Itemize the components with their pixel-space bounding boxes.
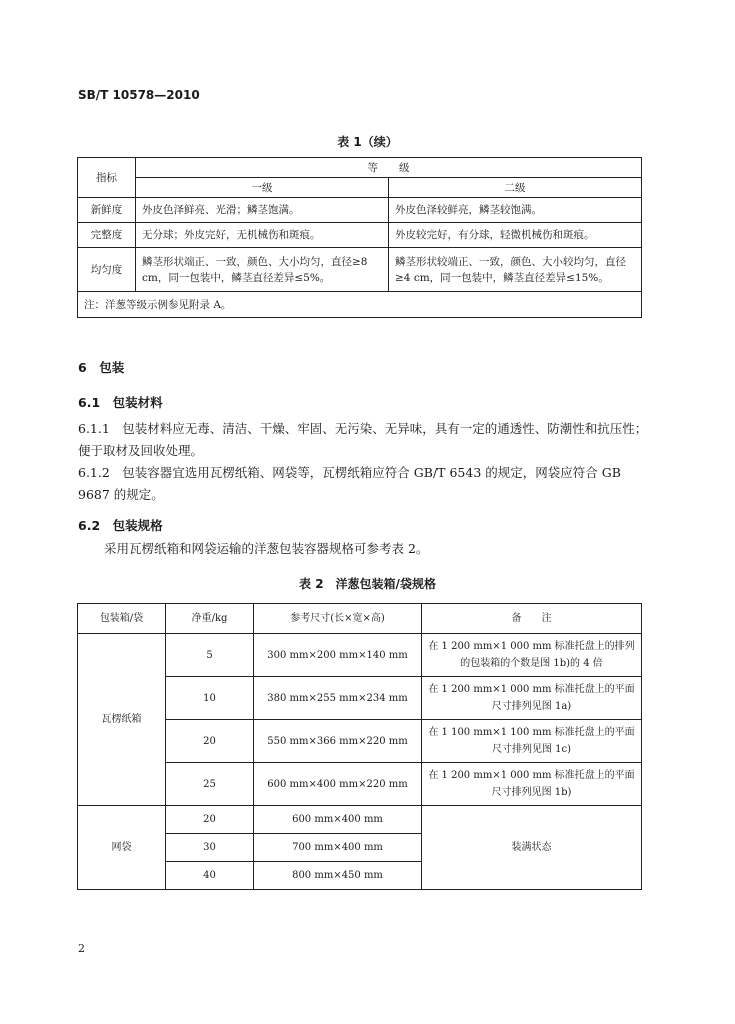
section-6-2-title: 6.2 包装规格 [78,518,163,533]
clause-6-1-1: 6.1.1 包装材料应无毒、清洁、干燥、牢固、无污染、无异味，具有一定的通透性、防潮性和抗压性；便于取材及回收处理。 [78,421,648,458]
clause-6-1-2: 6.1.2 包装容器宜选用瓦楞纸箱、网袋等，瓦楞纸箱应符合 GB/T 6543 的规定，网袋应符合 GB 9687 的规定。 [78,465,621,502]
weight-cell: 10 [166,677,254,720]
note-cell: 在 1 100 mm×1 100 mm 标准托盘上的平面尺寸排列见图 1c) [422,720,642,763]
size-cell: 700 mm×400 mm [254,834,422,862]
table-row [78,634,642,677]
packaging-spec-table [77,603,642,890]
weight-cell: 25 [166,763,254,806]
weight-cell: 5 [166,634,254,677]
col-header-size: 参考尺寸(长×宽×高) [254,604,422,634]
row-label: 新鲜度 [78,198,136,223]
table-row [78,806,642,834]
bag-note: 装满状态 [422,806,642,890]
table1-caption: 表 1（续） [337,135,398,149]
size-cell: 380 mm×255 mm×234 mm [254,677,422,720]
size-cell: 800 mm×450 mm [254,862,422,890]
col-header-note: 备 注 [422,604,642,634]
table-row [78,198,642,223]
col-header-weight: 净重/kg [166,604,254,634]
section-6-1-title: 6.1 包装材料 [78,395,163,410]
table-note: 注：洋葱等级示例参见附录 A。 [78,292,642,318]
second-grade-header: 二级 [389,178,642,198]
first-grade-cell: 鳞茎形状端正、一致，颜色、大小均匀，直径≥8 cm，同一包装中，鳞茎直径差异≤5%。 [136,248,389,292]
first-grade-cell: 外皮色泽鲜亮、光滑；鳞茎饱满。 [136,198,389,223]
first-grade-header: 一级 [136,178,389,198]
second-grade-cell: 鳞茎形状较端正、一致，颜色、大小较均匀，直径≥4 cm，同一包装中，鳞茎直径差异≤15%。 [389,248,642,292]
grade-table [77,157,642,318]
document-code-header: SB/T 10578—2010 [78,88,200,102]
page-number: 2 [78,942,85,955]
size-cell: 600 mm×400 mm×220 mm [254,763,422,806]
table2-caption: 表 2 洋葱包装箱/袋规格 [299,577,436,591]
second-grade-cell: 外皮较完好，有分球，轻微机械伤和斑痕。 [389,223,642,248]
indicator-header: 指标 [78,158,136,198]
carton-label: 瓦楞纸箱 [78,634,166,806]
section-6-title: 6 包装 [78,360,125,375]
first-grade-cell: 无分球；外皮完好，无机械伤和斑痕。 [136,223,389,248]
size-cell: 600 mm×400 mm [254,806,422,834]
row-label: 完整度 [78,223,136,248]
weight-cell: 20 [166,806,254,834]
table-row [78,223,642,248]
note-cell: 在 1 200 mm×1 000 mm 标准托盘上的平面尺寸排列见图 1b) [422,763,642,806]
note-cell: 在 1 200 mm×1 000 mm 标准托盘上的平面尺寸排列见图 1a) [422,677,642,720]
second-grade-cell: 外皮色泽较鲜亮，鳞茎较饱满。 [389,198,642,223]
grade-header: 等 级 [136,158,642,178]
size-cell: 550 mm×366 mm×220 mm [254,720,422,763]
size-cell: 300 mm×200 mm×140 mm [254,634,422,677]
table-row [78,248,642,292]
weight-cell: 40 [166,862,254,890]
bag-label: 网袋 [78,806,166,890]
row-label: 均匀度 [78,248,136,292]
section-6-2-text: 采用瓦楞纸箱和网袋运输的洋葱包装容器规格可参考表 2。 [104,541,429,556]
note-cell: 在 1 200 mm×1 000 mm 标准托盘上的排列的包装箱的个数是图 1b)的 4 倍 [422,634,642,677]
col-header-container: 包装箱/袋 [78,604,166,634]
weight-cell: 20 [166,720,254,763]
weight-cell: 30 [166,834,254,862]
